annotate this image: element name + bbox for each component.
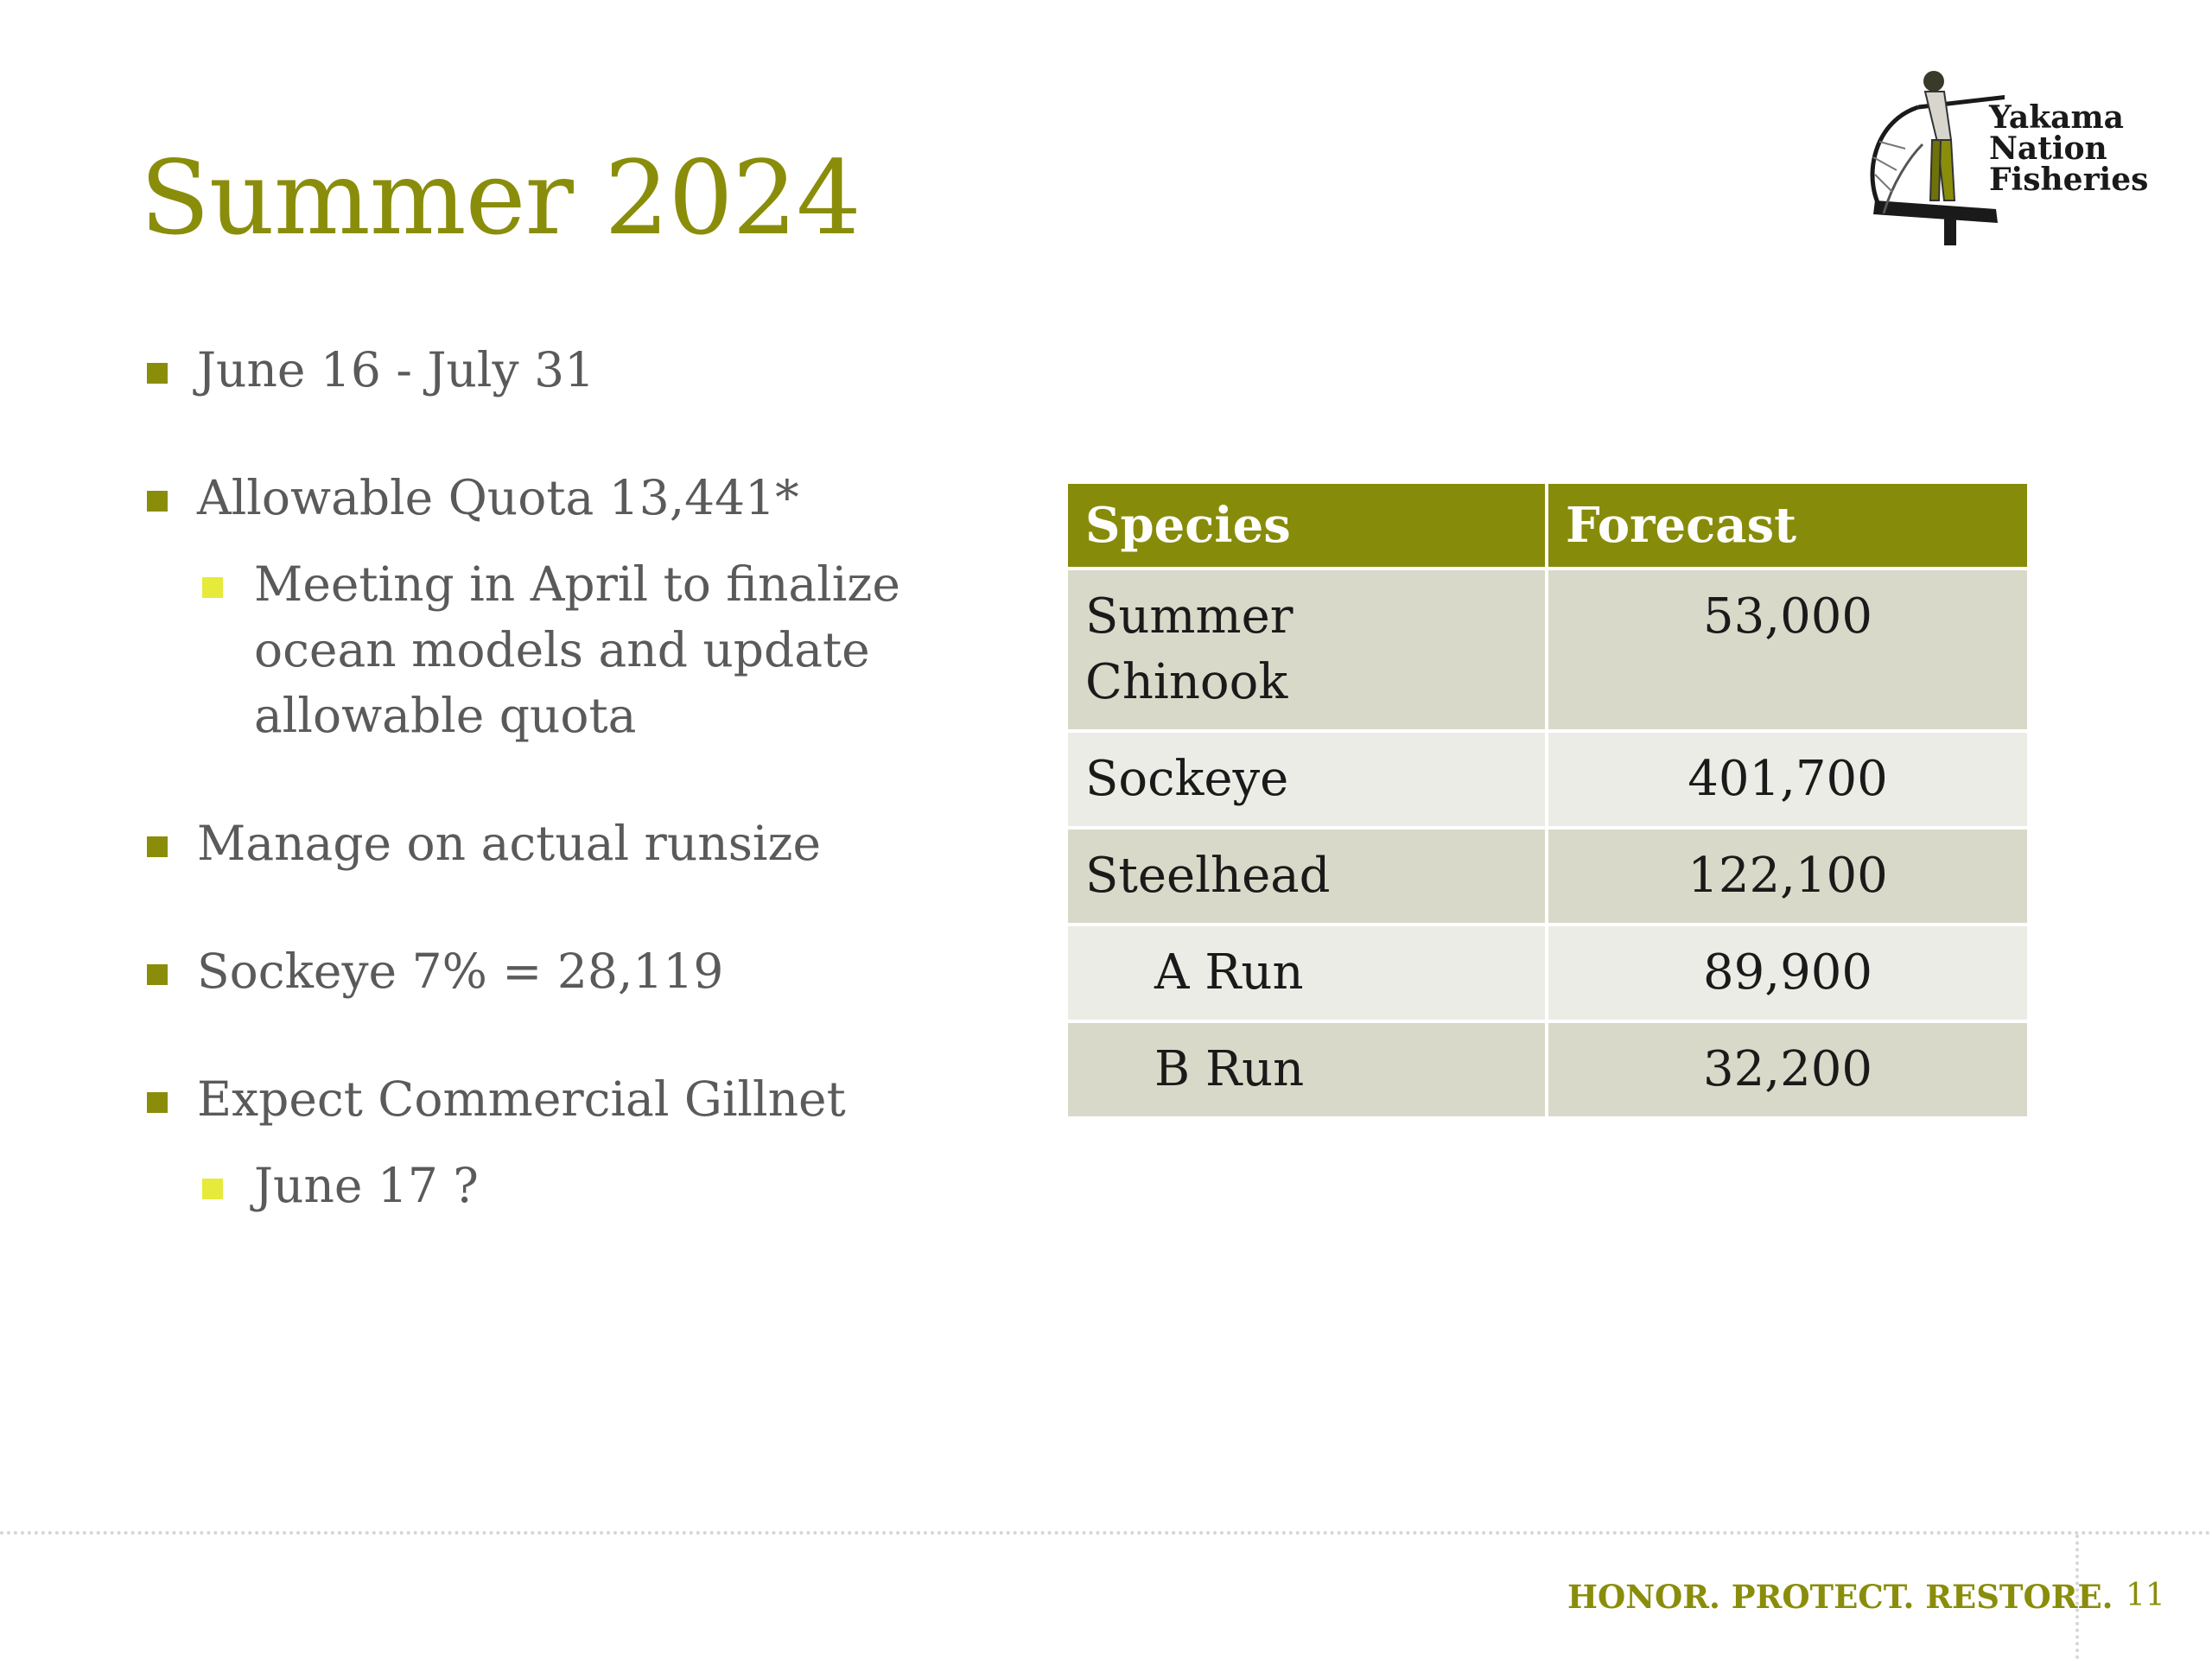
species-cell: A Run (1066, 925, 1547, 1021)
header-species: Species (1066, 482, 1547, 569)
forecast-table (1065, 480, 2031, 1120)
footer-tagline: HONOR. PROTECT. RESTORE. (1567, 1578, 2113, 1616)
page-number: 11 (2126, 1578, 2165, 1613)
forecast-cell: 122,100 (1547, 828, 2029, 925)
species-line: Chinook (1085, 654, 1288, 710)
footer-divider (0, 1531, 2212, 1535)
fisherman-on-platform-icon (1858, 62, 2005, 252)
logo-line-fisheries: Fisheries (1989, 162, 2149, 198)
forecast-cell: 89,900 (1547, 925, 2029, 1021)
sub-bullet-square-icon (202, 1179, 223, 1199)
bullet-square-icon (147, 964, 168, 985)
sub-bullet-text: ocean models and update (254, 622, 870, 677)
forecast-cell: 401,700 (1547, 731, 2029, 828)
species-line: Summer (1085, 588, 1294, 645)
sub-bullet-text: allowable quota (254, 688, 637, 743)
bullet-text: June 16 - July 31 (197, 342, 595, 397)
yakama-nation-fisheries-logo (1858, 62, 2160, 252)
species-cell: Sockeye (1066, 731, 1547, 828)
sub-bullet-text: Meeting in April to finalize (254, 556, 900, 612)
table-row (1066, 731, 2029, 828)
species-cell: B Run (1066, 1021, 1547, 1118)
bullet-text: Manage on actual runsize (197, 816, 822, 871)
header-forecast: Forecast (1547, 482, 2029, 569)
forecast-cell: 32,200 (1547, 1021, 2029, 1118)
table-row (1066, 828, 2029, 925)
table-row (1066, 925, 2029, 1021)
table-row (1066, 1021, 2029, 1118)
bullet-text: Sockeye 7% = 28,119 (197, 944, 724, 999)
slide-title: Summer 2024 (140, 138, 861, 257)
logo-line-yakama: Yakama (1989, 99, 2124, 136)
table-row (1066, 569, 2029, 731)
bullet-text: Expect Commercial Gillnet (197, 1071, 846, 1127)
bullet-square-icon (147, 491, 168, 512)
bullet-square-icon (147, 836, 168, 857)
bullet-square-icon (147, 363, 168, 384)
sub-bullet-text: June 17 ? (254, 1158, 479, 1213)
bullet-square-icon (147, 1092, 168, 1113)
species-cell: Steelhead (1066, 828, 1547, 925)
species-cell (1066, 569, 1547, 731)
sub-bullet-square-icon (202, 577, 223, 598)
bullet-text: Allowable Quota 13,441* (197, 470, 799, 525)
logo-text (1989, 99, 2149, 198)
forecast-cell: 53,000 (1547, 569, 2029, 731)
logo-line-nation: Nation (1989, 130, 2107, 167)
table-header-row (1066, 482, 2029, 569)
